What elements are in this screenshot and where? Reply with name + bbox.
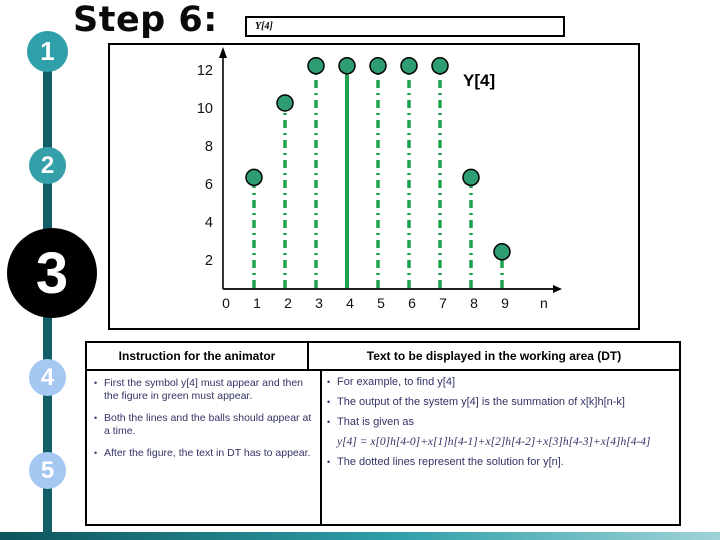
- working-area-text-cell: [322, 371, 679, 524]
- x-axis-arrow-icon: [553, 285, 562, 293]
- list-item-text: Both the lines and the balls should appear at a time.: [104, 412, 312, 437]
- list-item-text: First the symbol y[4] must appear and then the figure in green must appear.: [104, 377, 304, 402]
- list-item: [327, 436, 673, 449]
- bullet-marker: •: [94, 378, 98, 388]
- animator-instructions-cell: [87, 371, 322, 524]
- page-title: Step 6:: [73, 0, 218, 40]
- top-textbox: [245, 16, 565, 37]
- left-column-header: Instruction for the animator: [87, 343, 309, 369]
- stem-chart: [110, 45, 634, 324]
- bullet-marker: •: [94, 448, 98, 458]
- list-item: [327, 376, 673, 389]
- list-item-text: For example, to find y[4]: [337, 376, 455, 388]
- list-item-text: y[4] = x[0]h[4-0]+x[1]h[4-1]+x[2]h[4-2]+x[3]h[4-3]+x[4]h[4-4]: [337, 436, 651, 448]
- y-tick-label: 10: [196, 101, 213, 117]
- step-circle-4: [29, 359, 66, 396]
- x-tick-label: 0: [222, 295, 230, 311]
- list-item-text: After the figure, the text in DT has to appear.: [104, 447, 311, 459]
- list-item: [94, 412, 314, 438]
- bullet-marker: •: [327, 417, 331, 427]
- instruction-table: [85, 341, 681, 526]
- step-circle-1: [27, 31, 68, 72]
- table-body: [87, 371, 679, 524]
- bullet-marker: •: [327, 397, 331, 407]
- data-ball: [308, 58, 324, 74]
- step-number: 1: [40, 36, 55, 66]
- data-ball: [246, 169, 262, 185]
- bullet-marker: •: [327, 377, 331, 387]
- data-ball: [339, 58, 355, 74]
- x-tick-label: 9: [501, 295, 509, 311]
- step-circle-3: [7, 228, 97, 318]
- x-axis-label: n: [540, 295, 548, 311]
- list-item: [327, 416, 673, 429]
- chart-box: [108, 43, 640, 330]
- x-tick-label: 6: [408, 295, 416, 311]
- x-tick-label: 8: [470, 295, 478, 311]
- step-circle-5: [29, 452, 66, 489]
- y-tick-label: 8: [204, 139, 213, 155]
- list-item: [94, 377, 314, 403]
- y-tick-label: 4: [204, 215, 213, 231]
- y-axis-arrow-icon: [219, 47, 227, 58]
- chart-title-label: Y[4]: [463, 71, 496, 90]
- step-number: 2: [40, 151, 55, 179]
- step-number: 3: [35, 240, 69, 306]
- list-item-text: The output of the system y[4] is the summation of x[k]h[n-k]: [337, 396, 625, 408]
- y-tick-label: 2: [204, 253, 213, 269]
- bottom-accent-bar: [0, 532, 720, 540]
- x-tick-label: 3: [315, 295, 323, 311]
- step-number: 4: [40, 363, 55, 391]
- step-circle-2: [29, 147, 66, 184]
- x-tick-label: 7: [439, 295, 447, 311]
- bullet-marker: •: [94, 413, 98, 423]
- x-tick-label: 4: [346, 295, 354, 311]
- data-ball: [401, 58, 417, 74]
- list-item: [94, 447, 314, 460]
- x-tick-label: 2: [284, 295, 292, 311]
- y-tick-label: 12: [196, 63, 213, 79]
- data-ball: [277, 95, 293, 111]
- textbox-label: Y[4]: [255, 21, 273, 32]
- list-item-text: That is given as: [337, 416, 415, 428]
- data-ball: [432, 58, 448, 74]
- list-item: [327, 456, 673, 469]
- x-tick-label: 5: [377, 295, 385, 311]
- data-ball: [463, 169, 479, 185]
- list-item-text: The dotted lines represent the solution for y[n].: [337, 456, 564, 468]
- table-header-row: [87, 343, 679, 371]
- bullet-marker: [327, 436, 337, 449]
- bullet-marker: •: [327, 457, 331, 467]
- x-tick-label: 1: [253, 295, 261, 311]
- step-number: 5: [40, 456, 55, 484]
- y-tick-label: 6: [204, 177, 213, 193]
- list-item: [327, 396, 673, 409]
- right-column-header: Text to be displayed in the working area (DT): [366, 349, 622, 363]
- data-ball: [370, 58, 386, 74]
- data-ball: [494, 244, 510, 260]
